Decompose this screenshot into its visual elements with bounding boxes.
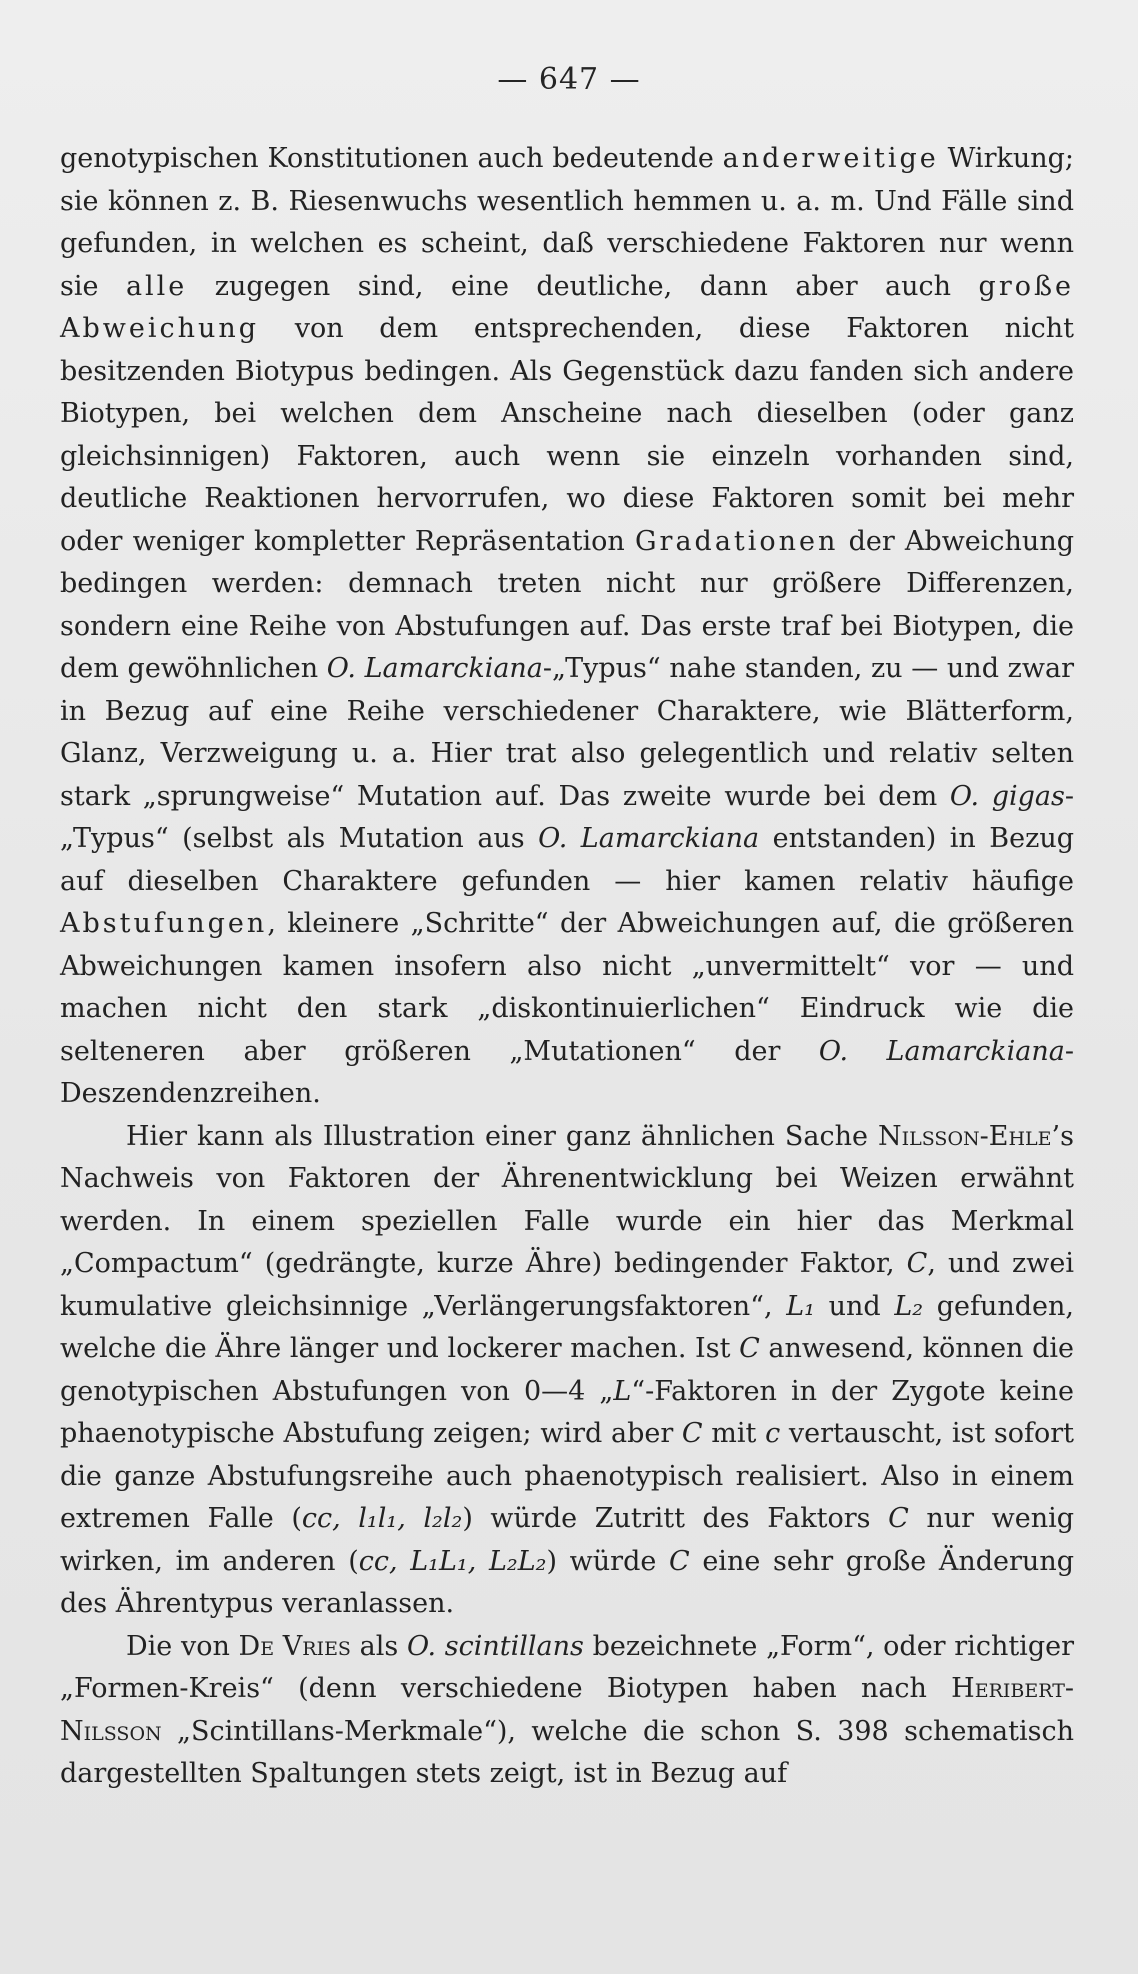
paragraph xyxy=(60,138,1074,1116)
text-run: genotypischen Konstitutionen auch bedeutende xyxy=(60,143,723,174)
text-run: von dem entsprechenden, diese Faktoren nicht besitzenden Biotypus bedingen. Als Gegenstück dazu fanden sich andere Biotypen, bei welchen dem Anscheine nach dieselben (oder ganz gleichsinnigen) Faktoren, auch wenn sie einzeln vorhanden sind, deutliche Reaktionen hervorrufen, wo diese Faktoren somit bei mehr oder weniger kompletter Repräsentation xyxy=(60,313,1074,557)
italic-text: C xyxy=(888,1503,909,1534)
paragraph xyxy=(60,1116,1074,1626)
text-run: Wirkung; sie können z. B. Riesenwuchs wesentlich hemmen u. a. m. Und Fälle sind gefunden, in welchen es scheint, daß verschiedene Faktoren nur wenn sie xyxy=(60,143,1074,302)
spaced-emphasis-text: alle xyxy=(125,270,188,302)
page-number: — 647 — xyxy=(497,62,641,97)
italic-text: O. Lamarckiana xyxy=(538,823,760,854)
italic-text: O. Lamarckiana xyxy=(818,1035,1065,1067)
text-run: -„Typus“ nahe standen, zu — und zwar in Bezug auf eine Reihe verschiedener Charaktere, wie Blätterform, Glanz, Verzweigung u. a. Hier trat also gelegentlich und relativ selten stark „sprungweise“ Mutation auf. Das zweite wurde bei dem xyxy=(60,653,1074,812)
text-run: anwesend, können die genotypischen Abstufungen von 0—4 „ xyxy=(60,1333,1074,1407)
paragraph xyxy=(60,1626,1074,1796)
italic-text: C xyxy=(681,1418,703,1449)
text-run: mit xyxy=(702,1418,766,1449)
text-run: „Scintillans-Merkmale“), welche die schon S. 398 schematisch dargestellten Spaltungen stets zeigt, ist in Bezug auf xyxy=(60,1715,1074,1789)
text-run: zugegen sind, eine deutliche, dann aber auch xyxy=(187,270,979,302)
italic-text: C xyxy=(906,1248,928,1279)
italic-text: C xyxy=(739,1333,760,1364)
text-run: “-Faktoren in der Zygote keine phaenotypische Abstufung zeigen; wird aber xyxy=(60,1375,1074,1449)
text-run: nur wenig wirken, im anderen ( xyxy=(60,1503,1074,1577)
spaced-emphasis-text: große Abweichung xyxy=(60,270,1074,344)
text-run: eine sehr große Änderung des Ährentypus veranlassen. xyxy=(60,1545,1074,1619)
text-run: -„Typus“ (selbst als Mutation aus xyxy=(60,780,1075,854)
text-run: -Deszendenzreihen. xyxy=(60,1035,1074,1109)
italic-text: cc, l₁l₁, l₂l₂ xyxy=(301,1503,463,1534)
text-run: der Abweichung bedingen werden: demnach treten nicht nur größere Differenzen, sondern eine Reihe von Abstufungen auf. Das erste traf bei Biotypen, die dem gewöhnlichen xyxy=(60,525,1074,684)
text-run: , und zwei kumulative gleichsinnige „Verlängerungsfaktoren“, xyxy=(60,1248,1074,1322)
italic-text: cc, L₁L₁, L₂L₂ xyxy=(358,1545,547,1577)
text-run: Hier kann als Illustration einer ganz ähnlichen Sache xyxy=(126,1120,878,1152)
text-run: Die von xyxy=(126,1630,239,1662)
author-name: Heribert-Nilsson xyxy=(60,1673,1074,1747)
italic-text: O. gigas xyxy=(949,780,1065,812)
italic-text: L xyxy=(613,1375,632,1407)
text-run: entstanden) in Bezug auf dieselben Charaktere gefunden — hier kamen relativ häufige xyxy=(60,823,1074,897)
italic-text: O. Lamarckiana xyxy=(326,653,543,684)
text-run: als xyxy=(350,1630,407,1662)
italic-text: c xyxy=(765,1418,781,1449)
text-run: bezeichnete „Form“, oder richtiger „Formen-Kreis“ (denn verschiedene Biotypen haben nach xyxy=(60,1630,1074,1704)
italic-text: L₁ xyxy=(786,1290,815,1322)
italic-text: L₂ xyxy=(894,1290,924,1322)
text-run: gefunden, welche die Ähre länger und lockerer machen. Ist xyxy=(60,1290,1074,1364)
italic-text: O. scintillans xyxy=(406,1630,584,1662)
text-run: ) würde xyxy=(546,1545,669,1577)
spaced-emphasis-text: Abstufungen xyxy=(60,908,268,939)
text-run: , kleinere „Schritte“ der Abweichungen auf, die größeren Abweichungen kamen insofern also nicht „unvermittelt“ vor — und machen nicht den stark „diskontinuierlichen“ Eindruck wie die selteneren aber größeren „Mutationen“ der xyxy=(60,908,1074,1067)
author-name: De Vries xyxy=(238,1630,351,1662)
text-run: und xyxy=(814,1290,895,1322)
spaced-emphasis-text: anderweitige xyxy=(722,143,939,174)
text-run: ’s Nachweis von Faktoren der Ährenentwicklung bei Weizen erwähnt werden. In einem speziellen Falle wurde ein hier das Merkmal „Compactum“ (gedrängte, kurze Ähre) bedingender Faktor, xyxy=(60,1120,1074,1279)
text-run: vertauscht, ist sofort die ganze Abstufungsreihe auch phaenotypisch realisiert. Also in einem extremen Falle ( xyxy=(60,1418,1074,1534)
body-text xyxy=(60,138,1074,1796)
spaced-emphasis-text: Gradationen xyxy=(634,525,839,557)
text-run: ) würde Zutritt des Faktors xyxy=(462,1503,889,1534)
italic-text: C xyxy=(669,1545,690,1577)
author-name: Nilsson-Ehle xyxy=(878,1120,1052,1152)
